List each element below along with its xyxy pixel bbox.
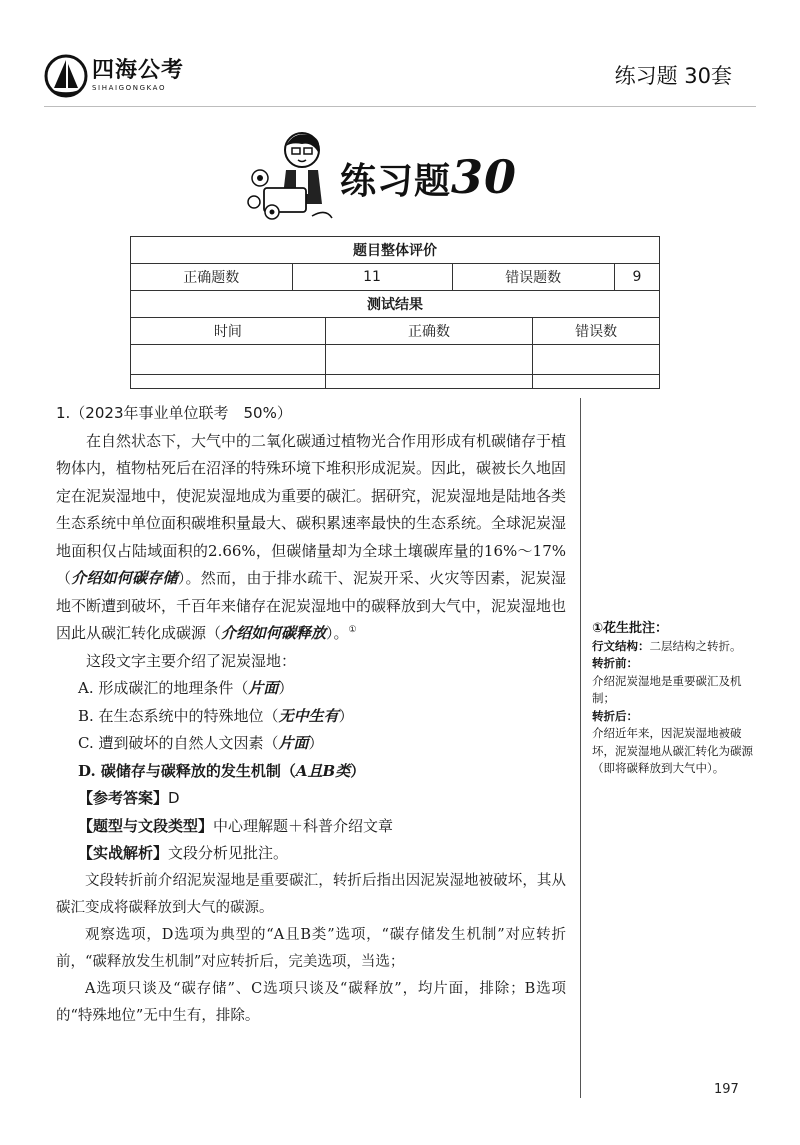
option-d-note: A且B类 [295, 761, 351, 780]
exercise-title-prefix: 练习题 [340, 161, 452, 202]
option-a[interactable]: A. 形成碳汇的地理条件（片面） [78, 679, 294, 697]
time-cell[interactable] [131, 345, 326, 375]
option-a-note: 片面 [248, 679, 279, 697]
option-b-note: 无中生有 [278, 706, 339, 725]
passage-annotation-2: 介绍如何碳释放 [221, 624, 327, 642]
footnote-marker: ① [348, 625, 357, 635]
type-label: 【题型与文段类型】 [78, 816, 214, 835]
exercise-title [340, 150, 517, 204]
page-number: 197 [714, 1082, 739, 1097]
passage-part-1: 在自然状态下，大气中的二氧化碳通过植物光合作用形成有机碳储存于植物体内，植物枯死后在沼泽的特殊环境下堆积形成泥炭。因此，碳被长久地固定在泥炭湿地中，使泥炭湿地成为重要的碳汇。据研究，泥炭湿地是陆地各类生态系统中单位面积碳堆积量最大、碳积累速率最快的生态系统。全球泥炭湿地面积仅占陆域面积的2.66%，但碳储量却为全球土壤碳库量的16%～17%（ [56, 431, 567, 587]
wrong-cell[interactable] [533, 345, 660, 375]
annotation-structure: 行文结构：二层结构之转折。 [592, 638, 742, 653]
option-d[interactable]: D. 碳储存与碳释放的发生机制（A且B类） [78, 761, 366, 780]
option-c[interactable]: C. 遭到破坏的自然人文因素（片面） [78, 734, 324, 752]
analysis-line [56, 840, 566, 868]
correct-count-value: 11 [292, 264, 452, 291]
exercise-title-number: 30 [451, 150, 518, 204]
analysis-paragraph-1: 文段转折前介绍泥炭湿地是重要碳汇，转折后指出因泥炭湿地被破坏，其从碳汇变成将碳释放到大气的碳源。 [56, 872, 566, 916]
passage-part-3: ）。 [326, 624, 349, 642]
logo-pinyin-name: SIHAIGONGKAO [92, 84, 167, 92]
annotation-before-label: 转折前： [592, 656, 638, 670]
spacer-cell [325, 375, 532, 389]
analysis-label: 【实战解析】 [78, 844, 169, 862]
header-divider [44, 106, 756, 107]
type-value: 中心理解题＋科普介绍文章 [213, 816, 394, 835]
side-annotation [592, 620, 760, 778]
wrong-count-value: 9 [614, 264, 659, 291]
answer-line [56, 785, 566, 813]
answer-value: D [168, 789, 180, 807]
sailboat-logo-icon [44, 54, 88, 98]
annotation-title: ①花生批注： [592, 621, 669, 636]
wrong-column-header: 错误数 [533, 318, 660, 345]
margin-divider [580, 398, 581, 1098]
evaluation-table [130, 236, 660, 389]
annotation-after-text: 介绍近年来，因泥炭湿地被破坏，泥炭湿地从碳汇转化为碳源（即将碳释放到大气中）。 [592, 726, 753, 775]
passage-annotation-1: 介绍如何碳存储 [71, 569, 178, 587]
question-block [56, 400, 566, 1030]
annotation-after-label: 转折后： [592, 708, 638, 723]
annotation-before-text: 介绍泥炭湿地是重要碳汇及机制； [592, 673, 742, 705]
answer-label: 【参考答案】 [78, 789, 169, 807]
set-title: 练习题 30套 [614, 64, 732, 88]
option-b[interactable]: B. 在生态系统中的特殊地位（无中生有） [78, 706, 354, 725]
test-result-header: 测试结果 [131, 291, 660, 318]
question-stem: 这段文字主要介绍了泥炭湿地： [86, 651, 297, 670]
type-line [56, 813, 566, 841]
correct-column-header: 正确数 [325, 318, 532, 345]
time-column-header: 时间 [131, 318, 326, 345]
publisher-logo [44, 54, 184, 98]
correct-count-label: 正确题数 [131, 264, 293, 291]
correct-cell[interactable] [325, 345, 532, 375]
overall-evaluation-header: 题目整体评价 [131, 237, 660, 264]
mascot-illustration-icon [246, 128, 338, 224]
logo-chinese-name: 四海公考 [92, 58, 185, 83]
analysis-value: 文段分析见批注。 [168, 844, 289, 862]
analysis-paragraph-2: 观察选项，D选项为典型的“A且B类”选项，“碳存储发生机制”对应转折前，“碳释放发生机制”对应转折后，完美选项，当选； [56, 926, 566, 970]
question-passage [56, 428, 566, 648]
option-c-note: 片面 [278, 734, 309, 752]
passage-part-2: ）。然而，由于排水疏干、泥炭开采、火灾等因素，泥炭湿地不断遭到破坏，千百年来储存在泥炭湿地中的碳释放到大气中，泥炭湿地也因此从碳汇转化成碳源（ [56, 569, 567, 642]
analysis-paragraph-3: A选项只谈及“碳存储”、C选项只谈及“碳释放”，均片面，排除；B选项的“特殊地位”无中生有，排除。 [56, 980, 566, 1024]
question-header: 1.（2023年事业单位联考 50%） [56, 404, 292, 422]
spacer-cell [131, 375, 326, 389]
wrong-count-label: 错误题数 [452, 264, 614, 291]
spacer-cell [533, 375, 660, 389]
